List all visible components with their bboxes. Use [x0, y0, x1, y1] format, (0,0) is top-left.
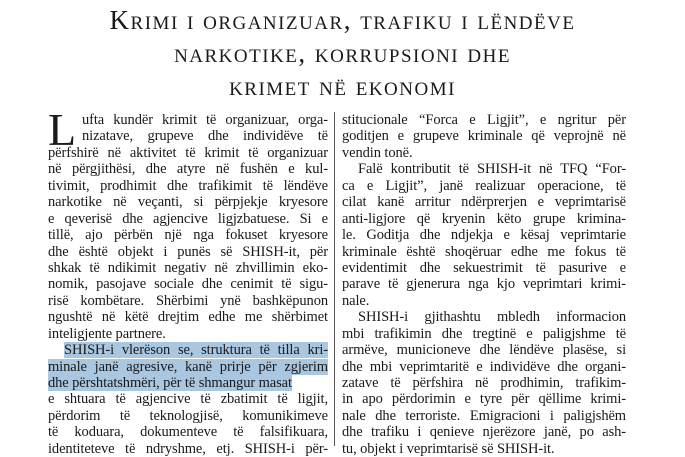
text-line[interactable]: cilat kanë arritur ndërprerjen e veprimtarisë: [342, 194, 626, 211]
title-line-2: narkotike, korrupsioni dhe: [174, 38, 511, 68]
drop-cap: L: [48, 104, 77, 155]
text-line[interactable]: in apo përdorimin e tyre për qëllime krimi-: [342, 391, 626, 408]
text-line[interactable]: e qeverisë dhe agjencive ligjzbatuese. Si e: [48, 210, 328, 227]
text-line[interactable]: të koduara, dokumenteve të falsifikuara,: [48, 424, 328, 441]
title-line-1: Krimi i organizuar, trafiku i lëndëve: [109, 5, 576, 35]
text-line[interactable]: ufta kundër krimit të organizuar, orga-: [82, 112, 328, 128]
left-column: [48, 104, 328, 457]
document-title: [0, 4, 685, 103]
text-line[interactable]: e shtuara të agjencive të zbatimit të ligjit,: [48, 391, 328, 408]
selected-text-line[interactable]: [48, 342, 328, 358]
text-line[interactable]: ngushtë në këtë drejtim edhe me shërbimet: [48, 309, 328, 326]
text-line[interactable]: mbi trafikimin dhe tregtinë e paligjshme të: [342, 325, 626, 342]
text-line[interactable]: identiteteve të ndryshme, etj. SHISH-i për-: [48, 440, 328, 457]
text-selection[interactable]: dhe përshtatshmëri, për të shmangur masat: [48, 375, 292, 391]
text-line[interactable]: dhe është objekt i punës së SHISH-it, për: [48, 243, 328, 260]
text-line[interactable]: dhe mbi veprimtaritë e individëve dhe organi-: [342, 358, 626, 375]
text-line[interactable]: stitucionale “Forca e Ligjit”, e ngritur për: [342, 112, 626, 128]
text-line[interactable]: në përgjithësi, dhe atyre në fushën e kul-: [48, 161, 328, 178]
text-line[interactable]: ca e Ligjit”, janë realizuar operacione, të: [342, 177, 626, 194]
text-line[interactable]: tu, objekt i veprimtarisë së SHISH-it.: [342, 440, 555, 457]
text-line[interactable]: zatave të përfshira në prodhimin, trafikim-: [342, 375, 626, 391]
text-line[interactable]: parave të gjenerura nga kjo veprimtari krimi-: [342, 276, 626, 293]
column-divider: [334, 112, 335, 446]
text-line[interactable]: evidentimit dhe sekuestrimit të pasurive e: [342, 259, 626, 276]
text-line[interactable]: nizatave, grupeve dhe individëve të: [82, 128, 328, 145]
text-selection[interactable]: SHISH-i vlerëson se, struktura të tilla kri-: [64, 342, 328, 359]
text-line[interactable]: tivimit, prodhimit dhe trafikimit të lëndëve: [48, 177, 328, 194]
text-line[interactable]: shkak të ndikimit negativ në zhvillimin eko-: [48, 259, 328, 276]
text-line[interactable]: SHISH-i gjithashtu mbledh informacion: [358, 309, 626, 326]
text-line[interactable]: nale dhe terroriste. Emigracioni i paligjshëm: [342, 407, 626, 424]
text-line[interactable]: inteligjente partnere.: [48, 325, 166, 342]
text-line[interactable]: përfshirë në aktivitet të krimit të organizuar: [48, 144, 328, 161]
selected-text-line[interactable]: [48, 359, 328, 375]
text-line[interactable]: nale.: [342, 292, 370, 309]
text-line[interactable]: vendin tonë.: [342, 144, 413, 161]
text-line[interactable]: Falë kontributit të SHISH-it në TFQ “For-: [358, 161, 626, 178]
text-line[interactable]: tillë, ajo përbën një nga fokuset kryesore: [48, 227, 328, 244]
text-line[interactable]: narkotike në veçanti, si përpjekje kryesore: [48, 194, 328, 211]
right-column: [342, 112, 626, 457]
text-line[interactable]: le. Goditja dhe ndjekja e kësaj veprimtarie: [342, 227, 626, 244]
text-line[interactable]: kriminale është shoqëruar edhe me fokus të: [342, 243, 626, 260]
text-selection[interactable]: minale janë agresive, kanë prirje për zgjerim: [48, 358, 328, 375]
title-line-3: krimet në ekonomi: [229, 71, 456, 101]
text-line[interactable]: anti-ligjore që kryenin këto grupe krimina-: [342, 210, 626, 227]
selected-text-line[interactable]: [48, 375, 328, 391]
text-line[interactable]: risë kombëtare. Shërbimi ynë bashkëpunon: [48, 292, 328, 309]
text-line[interactable]: përdorim të teknologjisë, komunikimeve: [48, 407, 328, 424]
text-line[interactable]: dhe trafiku i qenieve njerëzore janë, po ash-: [342, 424, 626, 441]
text-line[interactable]: nomik, pasojave sociale dhe cenimit të sigu-: [48, 276, 328, 293]
text-line[interactable]: goditjen e grupeve kriminale që veprojnë në: [342, 128, 626, 145]
text-line[interactable]: armëve, municioneve dhe lëndëve plasëse, si: [342, 342, 626, 359]
